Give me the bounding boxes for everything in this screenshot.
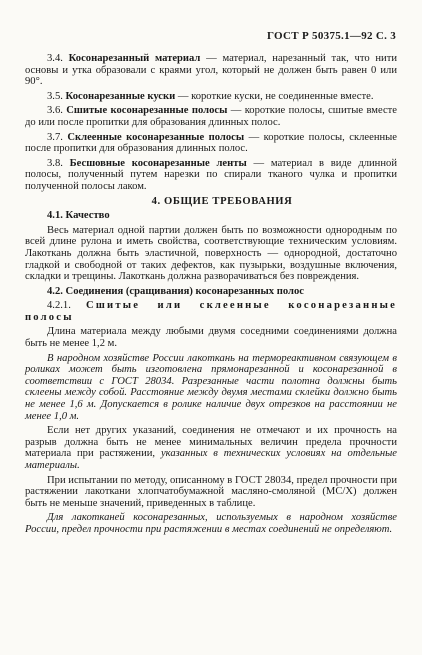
paragraph-joints [25, 425, 397, 471]
page-body [25, 53, 397, 539]
paragraph-3-5 [25, 91, 397, 103]
paragraph-strength-note: Для лакотканей косонарезанных, используемых в народном хозяйстве России, предел прочности при растяжении в местах соединений не определяют. [25, 512, 397, 535]
clause-number: 3.4. [47, 53, 63, 64]
joints-text-italic: указанных в технических условиях на отдельные материалы. [25, 448, 398, 471]
term: Сшитые косонарезанные полосы [66, 105, 228, 117]
joints-text: Если нет других указаний, соединения не отмечают и их прочность на разрыв должна быть не менее минимальных величин предела прочности материала при растяжении, [25, 425, 397, 460]
clause-number: 4.2.1. [47, 300, 71, 312]
section-title: 4. ОБЩИЕ ТРЕБОВАНИЯ [151, 195, 293, 207]
paragraph-testing: При испытании по методу, описанному в ГОСТ 28034, предел прочности при растяжении лакоткани хлопчатобумажной масляно-смоляной (МС/Х) должен быть не меньше значений, приведенных в таблице. [25, 474, 397, 509]
page-header: ГОСТ Р 50375.1—92 С. 3 [267, 30, 396, 42]
definition: — короткие полосы, сшитые вместе до или после пропитки для образования длинных полос. [25, 105, 397, 128]
subsection-4-2-1-title [25, 300, 397, 323]
term: Бесшовные косонарезанные ленты [69, 157, 247, 169]
paragraph-length: Длина материала между любыми двумя соседними соединениями должна быть не менее 1,2 м. [25, 326, 397, 350]
term: Косонарезанные куски [65, 90, 176, 102]
term: Склеенные косонарезанные полосы [67, 131, 245, 143]
clause-number: 3.7. [47, 131, 63, 143]
paragraph-national-note: В народном хозяйстве России лакоткань на термореактивном связующем в роликах может быть изготовлена прямонарезанной и косонарезанной в соответствии с ГОСТ 28034. Разрезанные части полотна должны быть склеены между собой. Расстояние между двумя местами склейки должно быть не менее 1,6 м. Допускается в ролике наличие двух отрезков на расстоянии не менее 1,0 м. [25, 352, 397, 422]
paragraph-3-7 [25, 132, 397, 155]
definition: — материал, нарезанный так, что нити основы и утка образовали с краями угол, который не должен быть равен 0 или 90°. [25, 53, 398, 88]
clause-number: 3.8. [47, 157, 63, 169]
subsection-4-2-title: 4.2. Соединения (сращивания) косонарезанных полос [47, 285, 304, 297]
clause-number: 3.6. [47, 105, 63, 117]
paragraph-3-8 [25, 158, 397, 193]
term: Косонарезанный материал [68, 53, 201, 64]
clause-number: 3.5. [47, 90, 63, 102]
subsection-4-1-title: 4.1. Качество [47, 210, 110, 222]
paragraph-3-6 [25, 105, 397, 128]
paragraph-3-4 [25, 53, 397, 88]
subsection-4-1-body: Весь материал одной партии должен быть по возможности однородным по всей длине рулона и иметь свойства, соответствующие техническим условиям. Лакоткань должна быть эластичной, поверхность — однородной, достаточно гладкой и свободной от таких дефектов, как пузырьки, воздушные включения, складки и трещины. Лакоткань должна разворачиваться без повреждения. [25, 224, 397, 283]
definition: — короткие куски, не соединенные вместе. [175, 90, 374, 102]
spaced-heading: Сшитые или склеенные косонарезанные полосы [25, 300, 397, 323]
definition: — короткие полосы, склеенные после пропитки для образования длинных полос. [25, 131, 397, 155]
definition: — материал в виде длинной полосы, полученный путем нарезки по спирали тканого чулка и пропитки полученной полосы лаком. [25, 157, 397, 192]
